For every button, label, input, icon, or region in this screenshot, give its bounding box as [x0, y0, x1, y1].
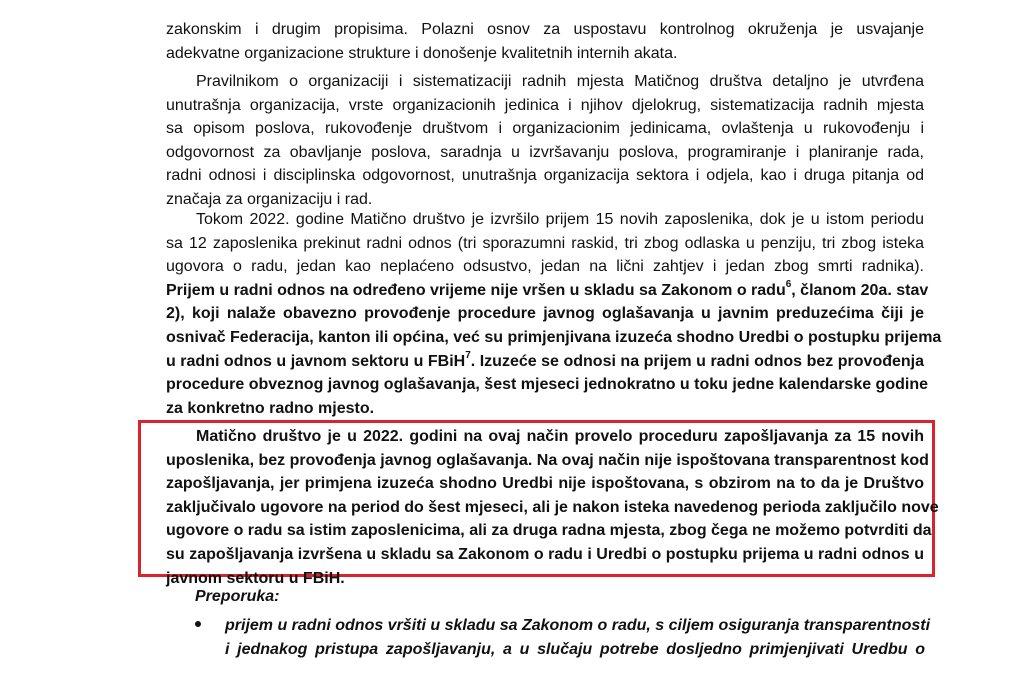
paragraph-hiring-2022 — [166, 208, 942, 420]
footnote-marker-7: 7 — [465, 350, 471, 362]
text-line: sa opisom poslova, rukovođenje društvom i organizacionim jedinicama, ovlaštenja u rukovođenju i — [166, 120, 924, 138]
text-line: Pravilnikom o organizaciji i sistematizaciji radnih mjesta Matičnog društva detaljno je utvrđena — [196, 73, 924, 90]
text-segment: , članom 20a. stav — [791, 281, 929, 299]
text-line: zakonskim i drugim propisima. Polazni osnov za uspostavu kontrolnog okruženja je usvajanje — [166, 21, 924, 38]
text-line: Tokom 2022. godine Matično društvo je izvršilo prijem 15 novih zaposlenika, dok je u istom periodu — [196, 211, 924, 228]
text-line-bold: 2), koji nalaže obavezno provođenje procedure javnog oglašavanja u javnim preduzećima čiji je — [166, 305, 924, 323]
paragraph-intro — [166, 18, 924, 65]
recommendation-heading: Preporuka: — [195, 588, 280, 605]
text-line-bold: procedure obveznog javnog oglašavanja, šest mjeseci jednokratno u toku jedne kalendarske godine — [166, 376, 928, 394]
text-line: unutrašnja organizacija, vrste organizacionih jedinica i njihov djelokrug, sistematizacija radnih mjesta — [166, 96, 924, 114]
text-line-bold — [166, 350, 924, 374]
text-line-bold: uposlenika, bez provođenja javnog oglašavanja. Na ovaj način nije ispoštovana transparentnost kod — [166, 451, 929, 469]
text-line-bold-italic: prijem u radni odnos vršiti u skladu sa Zakonom o radu, s ciljem osiguranja transparentnosti — [225, 617, 931, 634]
text-segment: Prijem u radni odnos na određeno vrijeme nije vršen u skladu sa Zakonom o radu — [166, 281, 786, 299]
paragraph-organization — [166, 70, 924, 212]
text-line: ugovora o radu, jedan kao neplaćeno odsustvo, jedan na lični zahtjev i jedan zbog smrti radnika). — [166, 258, 924, 276]
text-line-bold: osnivač Federacija, kanton ili općina, već su primjenjivana izuzeća shodno Uredbi o postupku prijema — [166, 328, 942, 346]
text-segment: . Izuzeće se odnosi na prijem u radni odnos bez provođenja — [470, 352, 925, 370]
text-line: radni odnosi i disciplinska odgovornost, unutrašnja organizacija sektora i odjela, kao i druga pitanja od — [166, 167, 924, 185]
text-line-bold: javnom sektoru u FBiH. — [166, 569, 345, 587]
text-line: sa 12 zaposlenika prekinut radni odnos (tri sporazumni raskid, tri zbog odlaska u penziju, tri zbog isteka — [166, 234, 924, 252]
text-line: odgovornost za obavljanje poslova, saradnja u izvršavanju poslova, programiranje i planiranje rada, — [166, 143, 924, 161]
list-item — [225, 614, 931, 662]
text-line-bold: zapošljavanja, jer primjena izuzeća shodno Uredbi nije ispoštovana, s obzirom na to da je Društvo — [166, 475, 924, 493]
text-segment: u radni odnos u javnom sektoru u FBiH — [166, 352, 466, 370]
text-line-bold: su zapošljavanja izvršena u skladu sa Zakonom o radu i Uredbi o postupku prijema u radni odnos u — [166, 545, 924, 563]
footnote-marker-6: 6 — [785, 279, 792, 291]
paragraph-finding-highlighted — [166, 425, 939, 590]
text-line: značaja za organizaciju i rad. — [166, 190, 373, 208]
text-line-bold — [166, 279, 929, 303]
text-line: adekvatne organizacione strukture i donošenje kvalitetnih internih akata. — [166, 44, 678, 62]
bullet-icon — [195, 621, 201, 627]
text-line-bold-italic: i jednakog pristupa zapošljavanju, a u slučaju potrebe dosljedno primjenjivati Uredbu o — [225, 641, 925, 658]
text-line-bold: zaključivalo ugovore na period do šest mjeseci, ali je nakon isteka navedenog perioda zaključilo nove — [166, 498, 939, 516]
text-line-bold: ugovore o radu sa istim zaposlenicima, ali za druga radna mjesta, zbog čega ne možemo potvrditi da — [166, 522, 932, 540]
text-line-bold: Matično društvo je u 2022. godini na ovaj način provelo proceduru zapošljavanja za 15 novih — [196, 428, 924, 445]
text-line-bold: za konkretno radno mjesto. — [166, 399, 375, 417]
